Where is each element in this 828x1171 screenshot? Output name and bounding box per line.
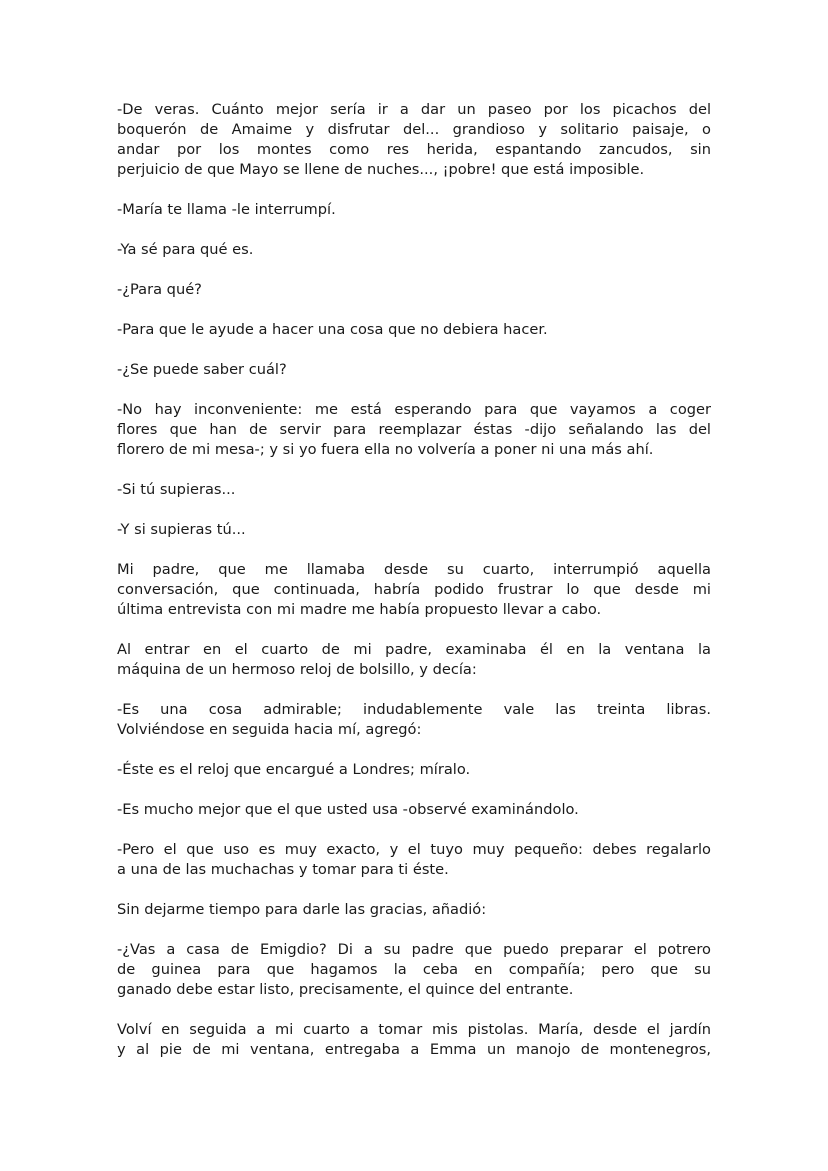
text-line: a una de las muchachas y tomar para ti éste.: [117, 861, 449, 878]
text-line: -María te llama -le interrumpí.: [117, 201, 336, 218]
paragraph: [117, 700, 711, 740]
paragraph: [117, 480, 711, 500]
text-line: -Es mucho mejor que el que usted usa -observé examinándolo.: [117, 801, 579, 818]
text-line: -Es una cosa admirable; indudablemente vale las treinta libras.: [117, 701, 711, 718]
paragraph: [117, 200, 711, 220]
text-line: -Ya sé para qué es.: [117, 241, 254, 258]
paragraph: [117, 560, 711, 620]
text-line: Al entrar en el cuarto de mi padre, examinaba él en la ventana la: [117, 641, 711, 658]
paragraph: [117, 280, 711, 300]
text-line: Sin dejarme tiempo para darle las gracias, añadió:: [117, 901, 487, 918]
text-line: -¿Se puede saber cuál?: [117, 361, 287, 378]
text-line: boquerón de Amaime y disfrutar del... grandioso y solitario paisaje, o: [117, 121, 711, 138]
paragraph: [117, 360, 711, 380]
text-line: última entrevista con mi madre me había propuesto llevar a cabo.: [117, 601, 602, 618]
text-line: -Para que le ayude a hacer una cosa que no debiera hacer.: [117, 321, 548, 338]
text-line: -Y si supieras tú...: [117, 521, 246, 538]
text-line: -No hay inconveniente: me está esperando para que vayamos a coger: [117, 401, 711, 418]
paragraph: [117, 240, 711, 260]
paragraph: [117, 400, 711, 460]
paragraph: [117, 900, 711, 920]
text-line: -Si tú supieras...: [117, 481, 236, 498]
paragraph: [117, 840, 711, 880]
paragraph: [117, 100, 711, 180]
text-line: y al pie de mi ventana, entregaba a Emma un manojo de montenegros,: [117, 1041, 711, 1058]
text-line: andar por los montes como res herida, espantando zancudos, sin: [117, 141, 711, 158]
text-line: de guinea para que hagamos la ceba en compañía; pero que su: [117, 961, 711, 978]
paragraph: [117, 320, 711, 340]
text-line: -¿Vas a casa de Emigdio? Di a su padre que puedo preparar el potrero: [117, 941, 711, 958]
paragraph: [117, 940, 711, 1000]
text-line: perjuicio de que Mayo se llene de nuches..., ¡pobre! que está imposible.: [117, 161, 645, 178]
text-line: máquina de un hermoso reloj de bolsillo, y decía:: [117, 661, 477, 678]
text-line: florero de mi mesa-; y si yo fuera ella no volvería a poner ni una más ahí.: [117, 441, 654, 458]
text-line: Volví en seguida a mi cuarto a tomar mis pistolas. María, desde el jardín: [117, 1021, 711, 1038]
paragraph: [117, 520, 711, 540]
text-line: -Éste es el reloj que encargué a Londres; míralo.: [117, 761, 471, 778]
text-line: flores que han de servir para reemplazar éstas -dijo señalando las del: [117, 421, 711, 438]
text-line: -¿Para qué?: [117, 281, 202, 298]
text-line: Volviéndose en seguida hacia mí, agregó:: [117, 721, 422, 738]
paragraph: [117, 640, 711, 680]
text-line: conversación, que continuada, habría podido frustrar lo que desde mi: [117, 581, 711, 598]
text-line: Mi padre, que me llamaba desde su cuarto, interrumpió aquella: [117, 561, 711, 578]
document-page: [117, 100, 711, 1080]
text-line: -Pero el que uso es muy exacto, y el tuyo muy pequeño: debes regalarlo: [117, 841, 711, 858]
text-line: ganado debe estar listo, precisamente, el quince del entrante.: [117, 981, 574, 998]
paragraph: [117, 800, 711, 820]
text-line: -De veras. Cuánto mejor sería ir a dar un paseo por los picachos del: [117, 101, 711, 118]
paragraph: [117, 1020, 711, 1060]
paragraph: [117, 760, 711, 780]
